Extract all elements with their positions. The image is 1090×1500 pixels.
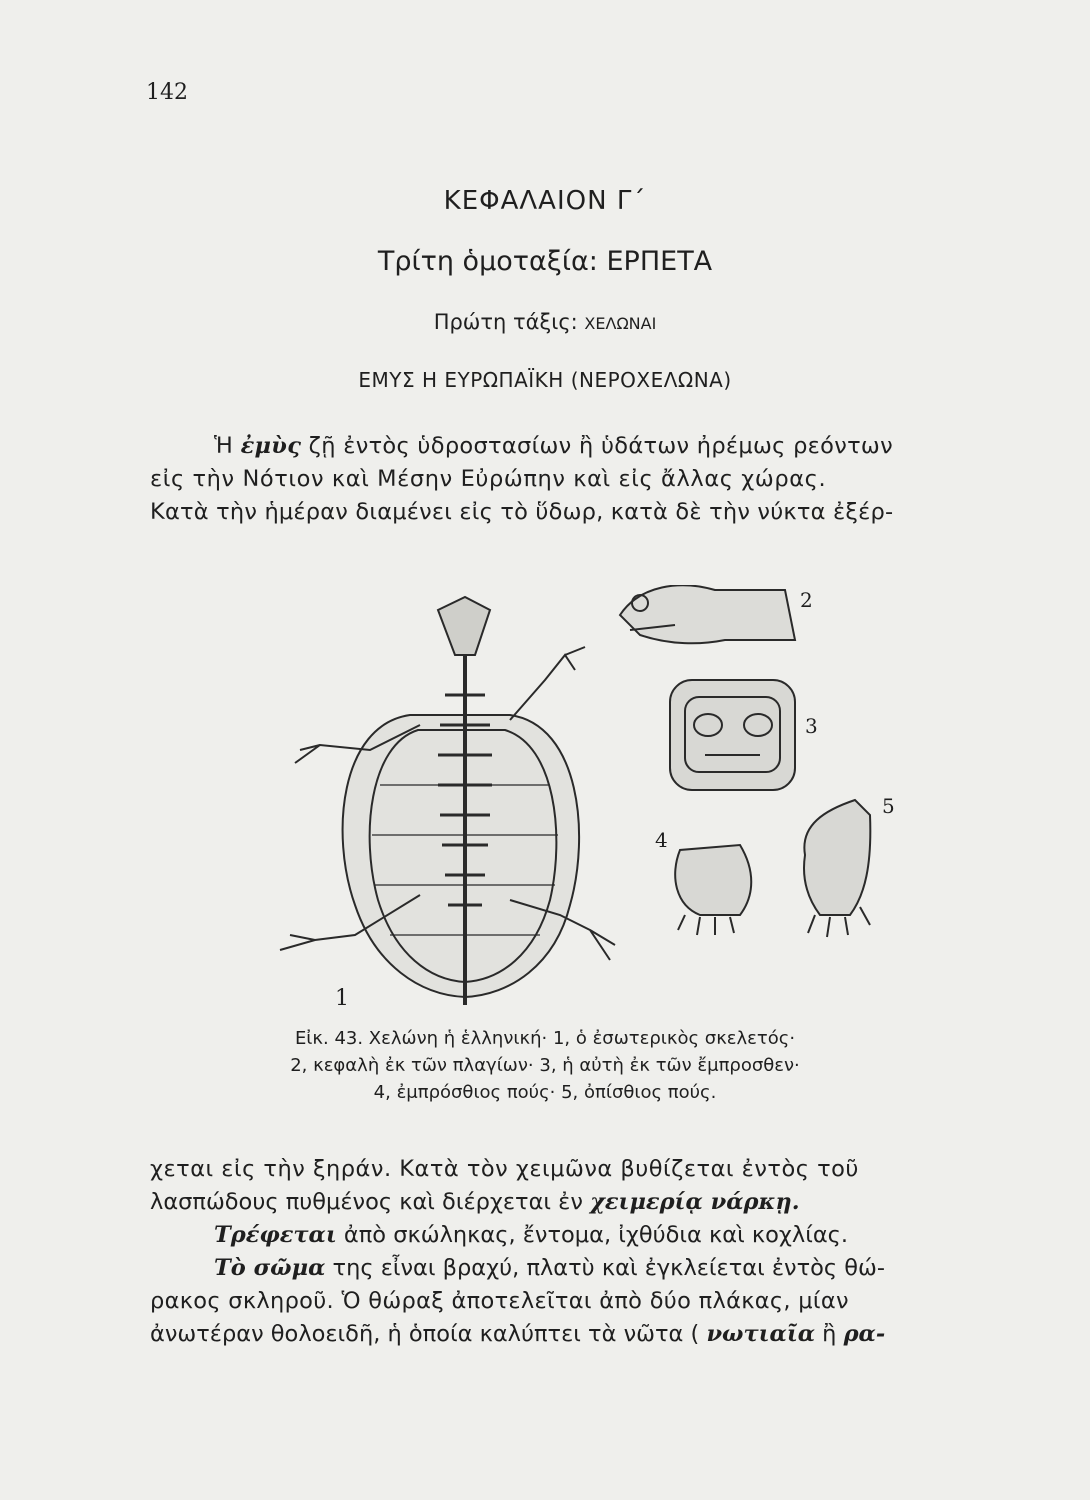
figure-label-3: 3 bbox=[805, 714, 818, 738]
turtle-head-side-illustration bbox=[620, 585, 813, 643]
species-heading: ΕΜΥΣ Η ΕΥΡΩΠΑΪΚΗ (ΝΕΡΟΧΕΛΩΝΑ) bbox=[358, 368, 732, 392]
caption-line: 2, κεφαλὴ ἐκ τῶν πλαγίων· 3, ἡ αὐτὴ ἐκ τῶν ἔμπροσθεν· bbox=[290, 1055, 800, 1076]
figure-caption bbox=[0, 1025, 1090, 1106]
class-heading: Τρίτη ὁμοταξία: ΕΡΠΕΤΑ bbox=[377, 246, 713, 277]
caption-line: Εἰκ. 43. Χελώνη ἡ ἑλληνική· 1, ὁ ἐσωτερικὸς σκελετός· bbox=[294, 1028, 796, 1049]
text-line: χεται εἰς τὴν ξηράν. Κατὰ τὸν χειμῶνα βυθίζεται ἐντὸς τοῦ bbox=[150, 1156, 859, 1182]
text-line: Κατὰ τὴν ἡμέραν διαμένει εἰς τὸ ὕδωρ, κατὰ δὲ τὴν νύκτα ἐξέρ- bbox=[150, 499, 894, 525]
figure-label-4: 4 bbox=[655, 828, 668, 852]
emphasis: Τὸ σῶμα bbox=[214, 1255, 326, 1281]
order-prefix: Πρώτη τάξις: bbox=[433, 310, 578, 334]
figure-label-1: 1 bbox=[335, 986, 349, 1011]
text-line: εἰς τὴν Νότιον καὶ Μέσην Εὐρώπην καὶ εἰς ἄλλας χώρας. bbox=[150, 466, 827, 492]
chapter-heading: ΚΕΦΑΛΑΙΟΝ Γ΄ bbox=[443, 186, 647, 216]
figure-label-5: 5 bbox=[882, 794, 895, 818]
order-name: ΧΕΛΩΝΑΙ bbox=[584, 314, 657, 333]
turtle-skeleton-illustration bbox=[280, 597, 615, 1011]
front-foot-illustration bbox=[655, 828, 751, 935]
text-line: λασπώδους πυθμένος καὶ διέρχεται ἐν χειμερίᾳ νάρκῃ. bbox=[150, 1189, 800, 1215]
text-line: ρακος σκληροῦ. Ὁ θώραξ ἀποτελεῖται ἀπὸ δύο πλάκας, μίαν bbox=[150, 1288, 849, 1314]
emphasis: Τρέφεται bbox=[214, 1222, 337, 1248]
page-number: 142 bbox=[146, 80, 188, 105]
paragraph-continued bbox=[150, 1153, 950, 1351]
text-line: Ἡ ἐμὺς ζῇ ἐντὸς ὑδροστασίων ἢ ὑδάτων ἠρέμως ρεόντων bbox=[214, 433, 893, 459]
emphasis: ρα- bbox=[843, 1321, 886, 1347]
caption-line: 4, ἐμπρόσθιος πούς· 5, ὀπίσθιος πούς. bbox=[373, 1082, 717, 1103]
text-line: Τὸ σῶμα της εἶναι βραχύ, πλατὺ καὶ ἐγκλείεται ἐντὸς θώ- bbox=[214, 1255, 885, 1281]
text-line: Τρέφεται ἀπὸ σκώληκας, ἔντομα, ἰχθύδια καὶ κοχλίας. bbox=[214, 1222, 849, 1248]
emphasis: χειμερίᾳ νάρκῃ. bbox=[590, 1189, 800, 1215]
emphasis: νωτιαῖα bbox=[706, 1321, 816, 1347]
turtle-head-front-illustration bbox=[670, 680, 818, 790]
hind-foot-illustration bbox=[804, 794, 895, 937]
text-line: ἀνωτέραν θολοειδῆ, ἡ ὁποία καλύπτει τὰ νῶτα ( νωτιαῖα ἢ ρα- bbox=[150, 1321, 886, 1347]
paragraph-intro bbox=[150, 430, 950, 529]
figure-label-2: 2 bbox=[800, 588, 813, 612]
emphasis: ἐμὺς bbox=[240, 433, 302, 459]
order-heading bbox=[0, 310, 1090, 334]
turtle-figure bbox=[260, 585, 910, 1035]
